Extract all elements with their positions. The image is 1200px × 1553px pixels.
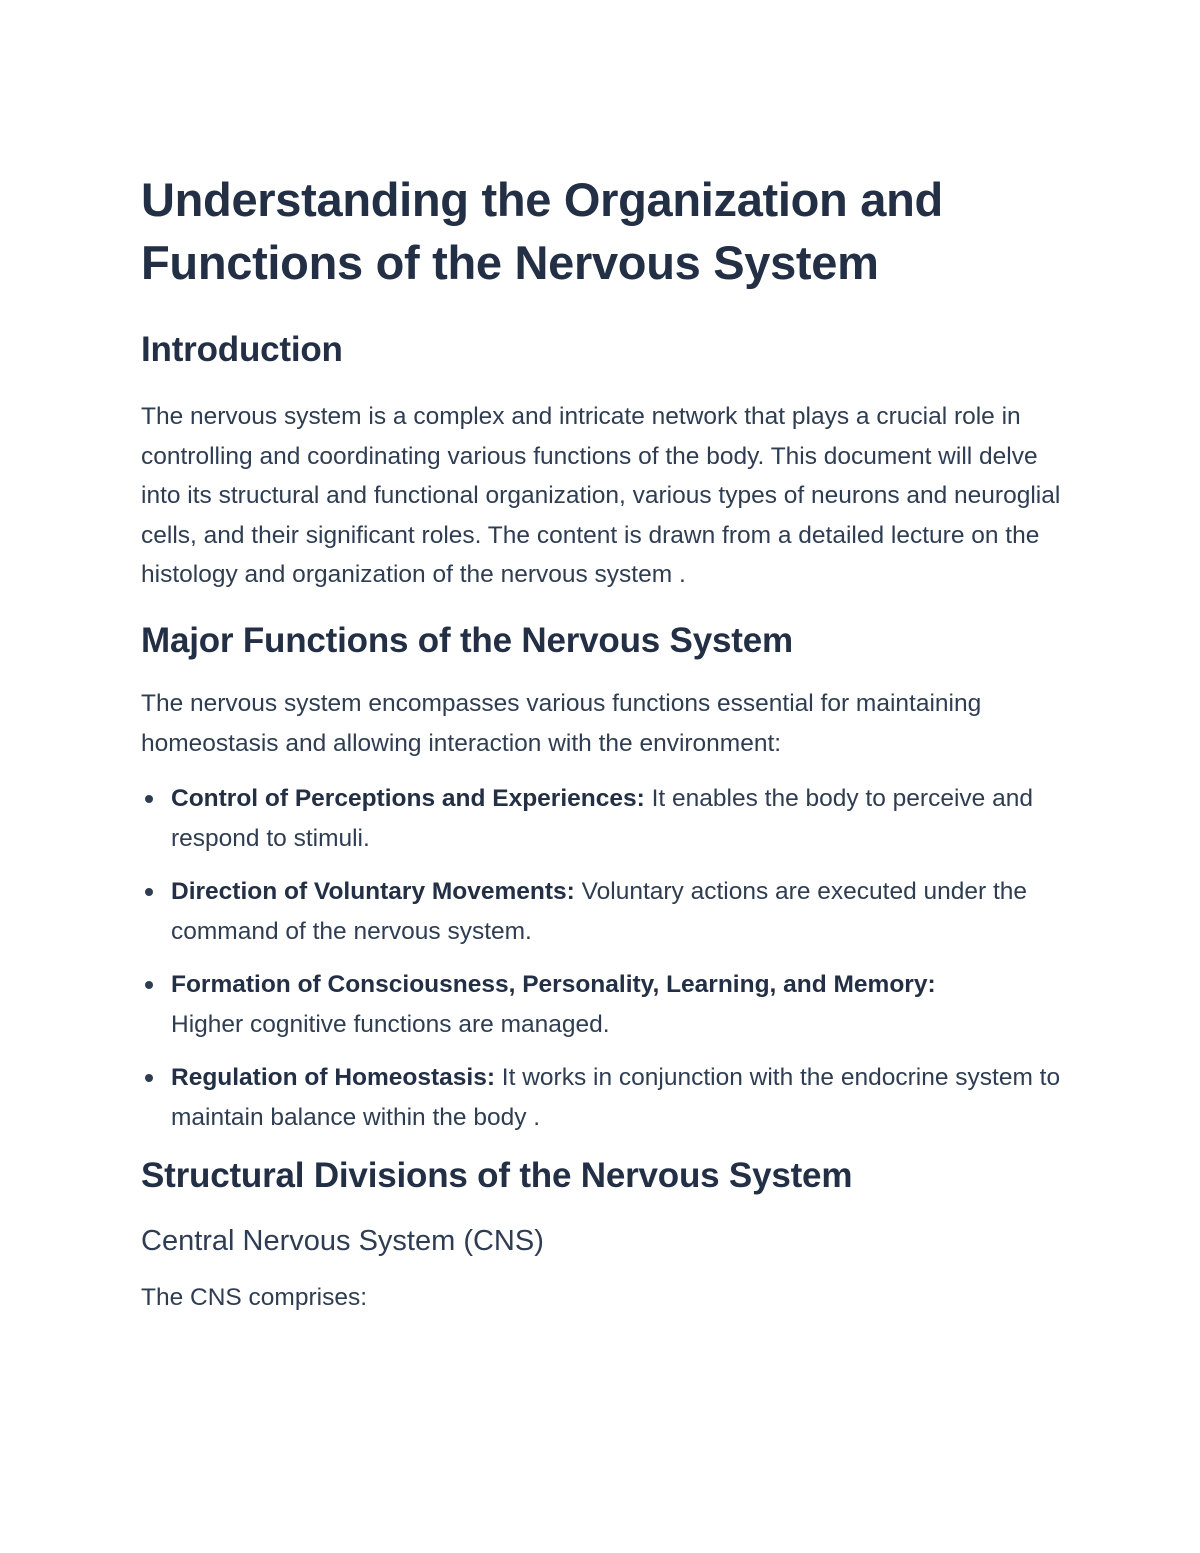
major-functions-heading: Major Functions of the Nervous System [141, 620, 793, 660]
bullet-icon [145, 1074, 153, 1082]
document-title: Understanding the Organization and Functions of the Nervous System [141, 173, 943, 289]
structural-divisions-heading: Structural Divisions of the Nervous System [141, 1156, 853, 1196]
major-functions-paragraph: The nervous system encompasses various functions essential for maintaining homeostasis and allowing interaction with the environment: [141, 689, 982, 757]
document-page [141, 168, 1066, 1318]
bullet-icon [145, 888, 153, 896]
list-item [171, 779, 1066, 859]
list-item [171, 1058, 1066, 1138]
list-item-text: It works in conjunction with the endocrine system to maintain balance within the body . [171, 1064, 1061, 1132]
list-item-text: Voluntary actions are executed under the command of the nervous system. [171, 878, 1028, 946]
introduction-paragraph: The nervous system is a complex and intricate network that plays a crucial role in controlling and coordinating various functions of the body. This document will delve into its structural and functional organization, various types of neurons and neuroglial cells, and their significant roles. The content is drawn from a detailed lecture on the histology and organization of the nervous system . [141, 403, 1061, 589]
introduction-heading: Introduction [141, 330, 343, 369]
list-item-term: Regulation of Homeostasis: [171, 1064, 495, 1092]
list-item [171, 872, 1066, 952]
list-item-text: Higher cognitive functions are managed. [171, 1011, 610, 1039]
list-item-term: Formation of Consciousness, Personality, Learning, and Memory: [171, 971, 936, 999]
list-item-term: Direction of Voluntary Movements: [171, 878, 575, 906]
list-item [171, 965, 1066, 1045]
major-functions-list [141, 779, 1066, 1138]
cns-subheading: Central Nervous System (CNS) [141, 1225, 544, 1258]
list-item-term: Control of Perceptions and Experiences: [171, 785, 645, 813]
list-item-text: It enables the body to perceive and respond to stimuli. [171, 785, 1033, 853]
bullet-icon [145, 981, 153, 989]
bullet-icon [145, 795, 153, 803]
cns-paragraph: The CNS comprises: [141, 1284, 368, 1312]
